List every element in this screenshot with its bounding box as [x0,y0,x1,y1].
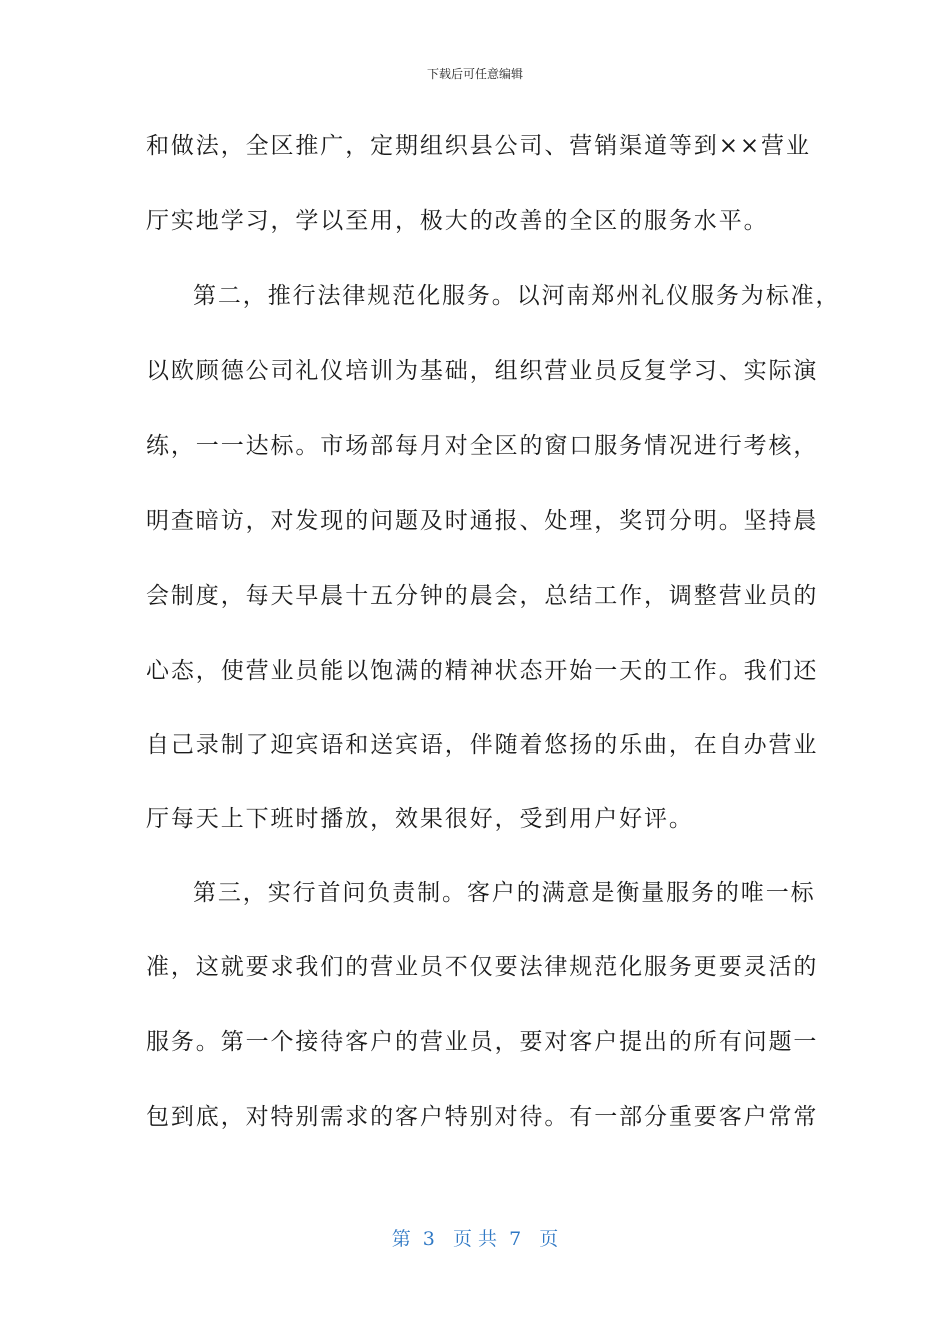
body-line-1: 和做法，全区推广，定期组织县公司、营销渠道等到××营业 [146,133,811,159]
body-line-7: 会制度，每天早晨十五分钟的晨会，总结工作，调整营业员的 [146,583,819,609]
body-line-10: 厅每天上下班时播放，效果很好，受到用户好评。 [146,806,694,832]
body-line-12: 准，这就要求我们的营业员不仅要法律规范化服务更要灵活的 [146,954,819,980]
body-line-11: 第三，实行首问负责制。客户的满意是衡量服务的唯一标 [193,880,816,906]
body-line-14: 包到底，对特别需求的客户特别对待。有一部分重要客户常常 [146,1104,819,1130]
body-line-4: 以欧顾德公司礼仪培训为基础，组织营业员反复学习、实际演 [146,358,819,384]
body-line-9: 自己录制了迎宾语和送宾语，伴随着悠扬的乐曲，在自办营业 [146,732,819,758]
body-line-13: 服务。第一个接待客户的营业员，要对客户提出的所有问题一 [146,1029,819,1055]
body-line-6: 明查暗访，对发现的问题及时通报、处理，奖罚分明。坚持晨 [146,508,819,534]
body-line-8: 心态，使营业员能以饱满的精神状态开始一天的工作。我们还 [146,658,819,684]
page-header: 下载后可任意编辑 [426,67,523,81]
body-line-3: 第二，推行法律规范化服务。以河南郑州礼仪服务为标准， [193,283,841,309]
body-line-5: 练，一一达标。市场部每月对全区的窗口服务情况进行考核， [146,433,819,459]
page-number-footer: 第 3 页 共 7 页 [391,1228,559,1250]
body-line-2: 厅实地学习，学以至用，极大的改善的全区的服务水平。 [146,208,769,234]
